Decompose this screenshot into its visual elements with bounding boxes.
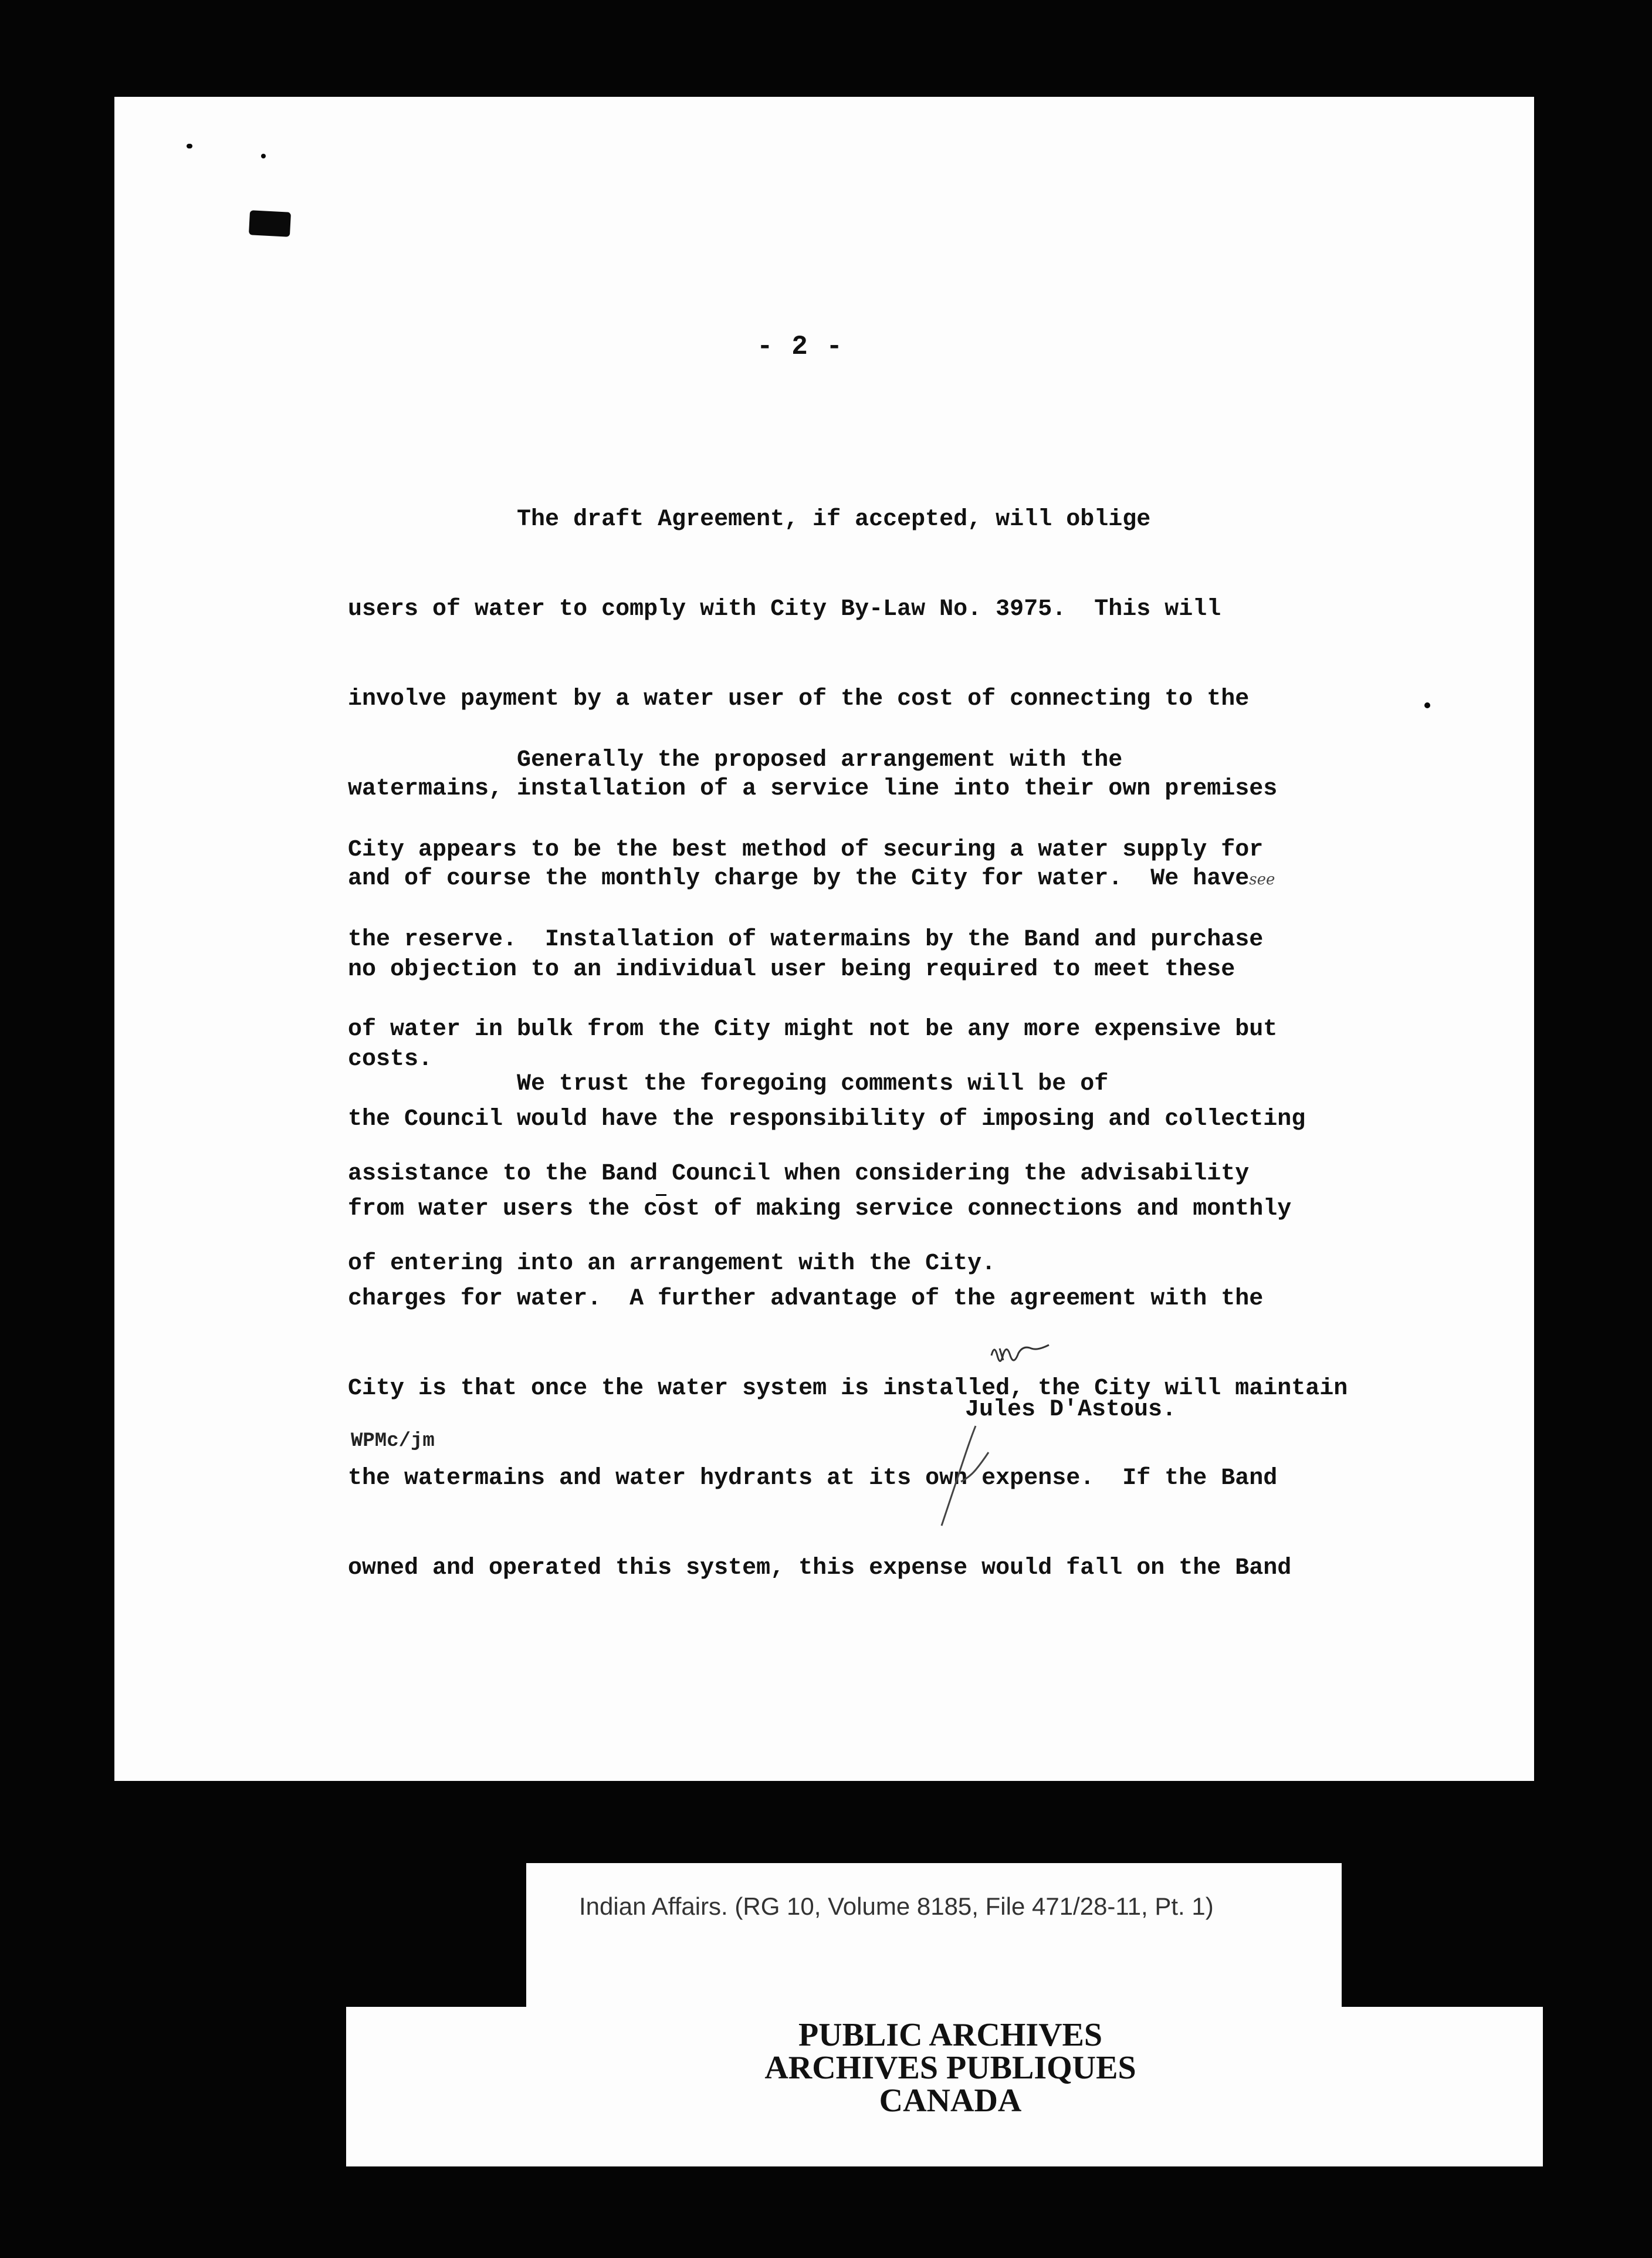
handwritten-signature [845, 1332, 1091, 1543]
archive-stamp [645, 2019, 1255, 2117]
text-line: watermains, installation of a service line into their own premises [348, 776, 1278, 802]
text-line: users of water to comply with City By-Law No. 3975. This will [348, 596, 1221, 623]
archive-stamp-line: PUBLIC ARCHIVES [798, 2017, 1103, 2053]
text-line: City appears to be the best method of securing a water supply for [348, 837, 1264, 863]
text-line: the Council would have the responsibility of imposing and collecting [348, 1106, 1306, 1133]
archive-reference: Indian Affairs. (RG 10, Volume 8185, File 471/28-11, Pt. 1) [579, 1892, 1214, 1920]
text-line: the reserve. Installation of watermains by the Band and purchase [348, 927, 1264, 953]
signer-name: Jules D'Astous. [965, 1397, 1177, 1423]
text-line: involve payment by a water user of the cost of connecting to the [348, 686, 1250, 712]
scan-speck [187, 144, 192, 148]
scan-mark [249, 210, 291, 237]
archive-stamp-line: CANADA [879, 2083, 1022, 2119]
text-line: charges for water. A further advantage of the agreement with the [348, 1286, 1264, 1312]
text-line: from water users the cost of making service connections and monthly [348, 1196, 1292, 1222]
archive-stamp-line: ARCHIVES PUBLIQUES [764, 2050, 1136, 2086]
text-line: The draft Agreement, if accepted, will oblige [348, 506, 1151, 533]
page-number: - 2 - [757, 332, 844, 362]
archive-reference-label [526, 1863, 1342, 2007]
text-line: assistance to the Band Council when considering the advisability [348, 1161, 1250, 1187]
text-line: no objection to an individual user being required to meet these [348, 956, 1235, 983]
text-line: of water in bulk from the City might not be any more expensive but [348, 1016, 1278, 1043]
text-line: owned and operated this system, this expense would fall on the Band [348, 1555, 1292, 1581]
text-line: We trust the foregoing comments will be of [348, 1071, 1109, 1097]
text-line: the watermains and water hydrants at its own expense. If the Band [348, 1465, 1278, 1492]
text-line: of entering into an arrangement with the City. [348, 1250, 996, 1277]
text-line: City is that once the water system is installed, the City will maintain [348, 1375, 1348, 1402]
paragraph-3 [348, 1009, 1439, 1309]
text-line-segment: and of course the monthly charge by the City for water. We have [348, 866, 1250, 892]
scan-speck [261, 154, 266, 158]
text-line: costs. [348, 1046, 433, 1073]
typist-initials: WPMc/jm [351, 1430, 435, 1452]
text-line: Generally the proposed arrangement with the [348, 747, 1123, 773]
handwritten-insert: see [1249, 871, 1275, 888]
